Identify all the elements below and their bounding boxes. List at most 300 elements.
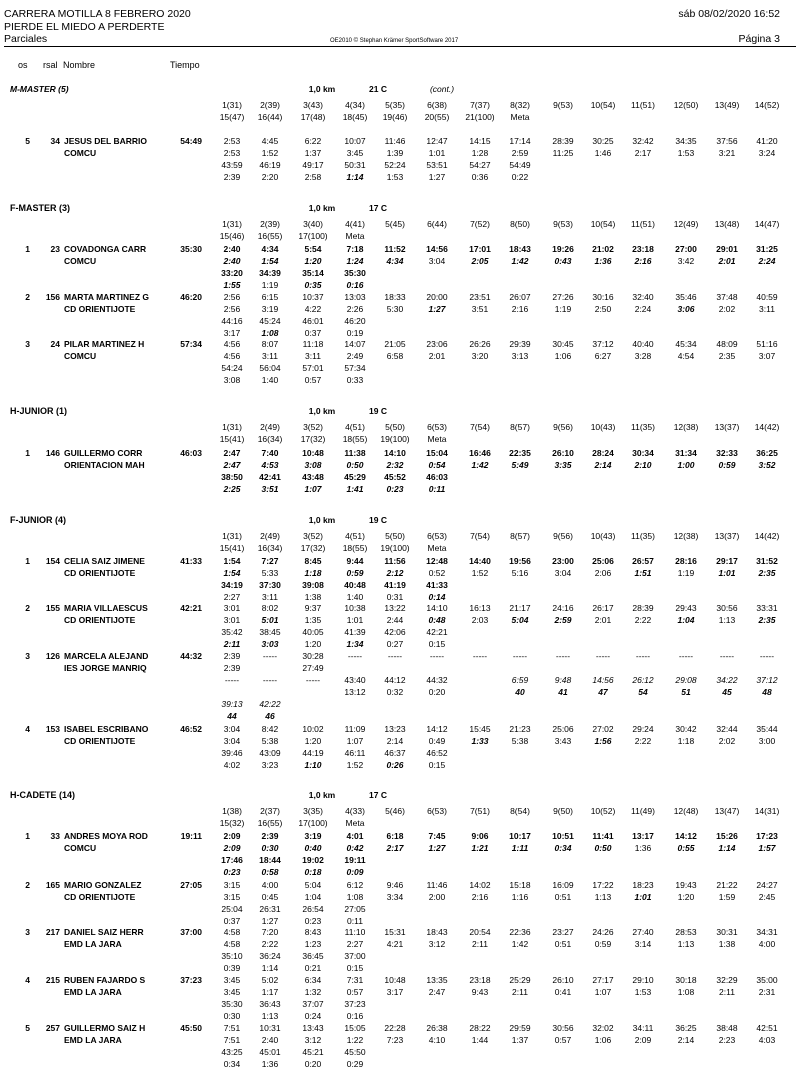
split-cell: 16:09: [552, 880, 574, 890]
split-cell: 3:19: [261, 304, 279, 314]
split-cell: 1:38: [304, 592, 322, 602]
split-cell: 45:29: [344, 472, 366, 482]
split-cell: 48:09: [716, 339, 738, 349]
split-cell: 15(41): [219, 434, 245, 444]
split-cell: 21:05: [384, 339, 406, 349]
runner-club: CD ORIENTIJOTE: [64, 892, 136, 902]
split-cell: 2:53: [223, 136, 241, 146]
split-cell: 29:08: [675, 675, 697, 685]
split-cell: 0:59: [718, 460, 736, 470]
split-cell: 2:01: [718, 256, 736, 266]
split-cell: 7(37): [470, 100, 490, 110]
split-cell: 12:48: [426, 556, 448, 566]
split-cell: 2:14: [594, 460, 612, 470]
split-cell: -----: [347, 651, 363, 661]
runner-club: CD ORIENTIJOTE: [64, 568, 136, 578]
split-cell: 1:27: [428, 172, 446, 182]
split-cell: 3:11: [305, 351, 321, 361]
runner-name: DANIEL SAIZ HERR: [64, 927, 144, 937]
split-cell: 4:58: [223, 927, 241, 937]
split-cell: 28:39: [632, 603, 654, 613]
split-cell: 16:13: [469, 603, 491, 613]
split-cell: 1:37: [511, 1035, 529, 1045]
split-cell: 27:40: [632, 927, 654, 937]
runner-position: 2: [25, 880, 30, 890]
split-cell: 42:22: [259, 699, 281, 709]
report-subtitle: PIERDE EL MIEDO A PERDERTE: [4, 21, 165, 33]
split-cell: 3:08: [304, 460, 322, 470]
split-cell: 0:52: [428, 568, 446, 578]
split-cell: 5(50): [385, 422, 405, 432]
split-cell: 9:48: [554, 675, 572, 685]
split-cell: 45:34: [675, 339, 697, 349]
category-title: H-JUNIOR (1): [10, 406, 68, 416]
split-cell: 30:42: [675, 724, 697, 734]
split-cell: 1:08: [677, 987, 695, 997]
split-cell: 32:42: [632, 136, 654, 146]
split-cell: 1:20: [304, 736, 322, 746]
split-cell: -----: [262, 675, 278, 685]
split-cell: 44:19: [302, 748, 324, 758]
split-cell: 11:10: [344, 927, 366, 937]
split-cell: 7:45: [428, 831, 446, 841]
split-cell: 18(45): [342, 112, 368, 122]
split-cell: 10:37: [302, 292, 324, 302]
split-cell: 2:24: [758, 256, 776, 266]
split-cell: 18:23: [632, 880, 654, 890]
split-cell: 36:24: [259, 951, 281, 961]
split-cell: 26:10: [552, 448, 574, 458]
split-cell: Meta: [427, 434, 447, 444]
split-cell: 1:01: [428, 148, 446, 158]
split-cell: 13:22: [384, 603, 406, 613]
split-cell: 2:31: [758, 987, 776, 997]
split-cell: 5:49: [511, 460, 529, 470]
split-cell: 46:03: [426, 472, 448, 482]
split-cell: 1:42: [471, 460, 489, 470]
report-type: Parciales: [4, 33, 48, 45]
split-cell: 2:02: [718, 736, 736, 746]
split-cell: 0:34: [554, 843, 572, 853]
split-cell: 2:39: [223, 651, 241, 661]
split-cell: 17(100): [298, 818, 328, 828]
split-cell: 1:27: [428, 304, 446, 314]
split-cell: 36:43: [259, 999, 281, 1009]
split-cell: 16(34): [257, 434, 283, 444]
split-cell: 27:49: [302, 663, 324, 673]
split-cell: 46:37: [384, 748, 406, 758]
split-cell: 2:16: [511, 304, 529, 314]
runner-club: CD ORIENTIJOTE: [64, 304, 136, 314]
split-cell: 10:38: [344, 603, 366, 613]
category-title: F-MASTER (3): [10, 203, 70, 213]
runner-name: MARCELA ALEJAND: [64, 651, 149, 661]
split-cell: 2:06: [594, 568, 612, 578]
split-cell: 0:30: [223, 1011, 241, 1021]
split-cell: 3:04: [554, 568, 572, 578]
split-cell: 2(39): [260, 219, 280, 229]
split-cell: 0:48: [428, 615, 446, 625]
split-cell: 25:06: [552, 724, 574, 734]
split-cell: 1:22: [346, 1035, 364, 1045]
split-cell: 32:29: [716, 975, 738, 985]
split-cell: 31:34: [675, 448, 697, 458]
split-cell: 1:54: [223, 556, 241, 566]
split-cell: 7(52): [470, 219, 490, 229]
split-cell: 3(40): [303, 219, 323, 229]
split-cell: 1:14: [718, 843, 736, 853]
split-cell: 14:40: [469, 556, 491, 566]
split-cell: 45:50: [344, 1047, 366, 1057]
split-cell: 0:51: [554, 939, 572, 949]
split-cell: 1:13: [594, 892, 612, 902]
split-cell: 1:13: [677, 939, 695, 949]
split-cell: 1:13: [718, 615, 736, 625]
runner-name: JESUS DEL BARRIO: [64, 136, 147, 146]
split-cell: 8:42: [261, 724, 279, 734]
split-cell: 7(54): [470, 422, 490, 432]
split-cell: 21(100): [465, 112, 495, 122]
split-cell: 34:35: [675, 136, 697, 146]
split-cell: 43:40: [344, 675, 366, 685]
runner-position: 3: [25, 651, 30, 661]
split-cell: 30:34: [632, 448, 654, 458]
split-cell: 23:18: [469, 975, 491, 985]
split-cell: 10(43): [590, 422, 616, 432]
split-cell: 1:14: [261, 963, 279, 973]
split-cell: 2:59: [554, 615, 572, 625]
split-cell: 2:40: [261, 1035, 279, 1045]
runner-name: RUBEN FAJARDO S: [64, 975, 146, 985]
split-cell: 14:10: [384, 448, 406, 458]
split-cell: 35:10: [221, 951, 243, 961]
split-cell: 0:33: [346, 375, 364, 385]
split-cell: 11:38: [344, 448, 366, 458]
split-cell: 9:44: [346, 556, 364, 566]
runner-name: CELIA SAIZ JIMENE: [64, 556, 145, 566]
split-cell: 1:54: [223, 568, 241, 578]
report-datetime: sáb 08/02/2020 16:52: [678, 8, 780, 20]
runner-time: 46:20: [180, 292, 202, 302]
split-cell: 12(48): [673, 806, 699, 816]
runner-time: 46:03: [180, 448, 202, 458]
runner-name: GUILLERMO SAIZ H: [64, 1023, 146, 1033]
split-cell: 1:17: [261, 987, 279, 997]
runner-position: 1: [25, 831, 30, 841]
split-cell: 18:44: [259, 855, 281, 865]
split-cell: 2:02: [718, 304, 736, 314]
split-cell: 4(34): [345, 100, 365, 110]
split-cell: 2:45: [758, 892, 776, 902]
split-cell: 3:01: [223, 615, 241, 625]
course-length: 1,0 km: [308, 515, 336, 525]
split-cell: 17:46: [221, 855, 243, 865]
split-cell: 11:46: [384, 136, 406, 146]
split-cell: 36:45: [302, 951, 324, 961]
split-cell: 41:19: [384, 580, 406, 590]
split-cell: 28:22: [469, 1023, 491, 1033]
split-cell: 57:01: [302, 363, 324, 373]
runner-club: COMCU: [64, 843, 97, 853]
runner-time: 27:05: [180, 880, 202, 890]
split-cell: 29:10: [632, 975, 654, 985]
split-cell: 23:51: [469, 292, 491, 302]
split-cell: 0:15: [428, 639, 446, 649]
split-cell: 3:21: [718, 148, 736, 158]
split-cell: 0:36: [471, 172, 489, 182]
split-cell: 3:14: [634, 939, 652, 949]
split-cell: 0:30: [261, 843, 279, 853]
split-cell: 13:23: [384, 724, 406, 734]
split-cell: 13(49): [714, 100, 740, 110]
split-cell: 30:28: [302, 651, 324, 661]
split-cell: 29:24: [632, 724, 654, 734]
split-cell: -----: [429, 651, 445, 661]
split-cell: 32:33: [716, 448, 738, 458]
split-cell: 6(44): [427, 219, 447, 229]
split-cell: 4:58: [223, 939, 241, 949]
split-cell: 1:32: [304, 987, 322, 997]
split-cell: 30:45: [552, 339, 574, 349]
split-cell: 3:12: [428, 939, 446, 949]
split-cell: 0:11: [347, 916, 363, 926]
split-cell: 15(47): [219, 112, 245, 122]
split-cell: 3:19: [304, 831, 322, 841]
split-cell: 14:02: [469, 880, 491, 890]
split-cell: 6:22: [304, 136, 322, 146]
split-cell: -----: [635, 651, 651, 661]
course-length: 1,0 km: [308, 406, 336, 416]
split-cell: 29:59: [509, 1023, 531, 1033]
split-cell: 0:35: [304, 280, 322, 290]
split-cell: 44:12: [384, 675, 406, 685]
control-count: 19 C: [369, 515, 387, 525]
split-cell: 17:23: [756, 831, 778, 841]
runner-position: 4: [25, 724, 30, 734]
split-cell: 0:32: [386, 687, 404, 697]
split-cell: 8:07: [261, 339, 279, 349]
split-cell: 0:59: [594, 939, 612, 949]
split-cell: 2:35: [718, 351, 736, 361]
split-cell: 8:45: [304, 556, 322, 566]
split-cell: 18:43: [509, 244, 531, 254]
split-cell: 1:01: [718, 568, 736, 578]
split-cell: 23:18: [632, 244, 654, 254]
split-cell: 1:52: [471, 568, 489, 578]
split-cell: 40:05: [302, 627, 324, 637]
split-cell: 3(35): [303, 806, 323, 816]
split-cell: 3:15: [223, 892, 241, 902]
split-cell: 15:45: [469, 724, 491, 734]
split-cell: 6:12: [346, 880, 364, 890]
split-cell: 15:31: [384, 927, 406, 937]
split-cell: 9(56): [553, 422, 573, 432]
continued-label: (cont.): [429, 84, 455, 94]
split-cell: 42:06: [384, 627, 406, 637]
split-cell: 0:40: [304, 843, 322, 853]
split-cell: 1:01: [634, 892, 652, 902]
split-cell: 2:05: [471, 256, 489, 266]
split-cell: 11(51): [631, 219, 655, 229]
split-cell: -----: [305, 675, 321, 685]
split-cell: 0:15: [346, 963, 364, 973]
split-cell: 45:24: [259, 316, 281, 326]
split-cell: 8:02: [261, 603, 279, 613]
split-cell: 3:23: [261, 760, 279, 770]
split-cell: 2:40: [223, 256, 241, 266]
split-cell: 44:16: [221, 316, 243, 326]
split-cell: 1:23: [304, 939, 322, 949]
split-cell: 13:12: [344, 687, 366, 697]
split-cell: 3:07: [758, 351, 776, 361]
split-cell: 5:16: [511, 568, 529, 578]
split-cell: 22:35: [509, 448, 531, 458]
split-cell: 4(33): [345, 806, 365, 816]
split-cell: 7:18: [346, 244, 364, 254]
split-cell: 0:27: [386, 639, 404, 649]
runner-bib: 156: [45, 292, 60, 302]
split-cell: 47: [598, 687, 608, 697]
split-cell: 3:42: [677, 256, 695, 266]
split-cell: 2:47: [223, 448, 241, 458]
split-cell: 1:35: [304, 615, 322, 625]
split-cell: 1:19: [554, 304, 572, 314]
split-cell: 4(51): [345, 531, 365, 541]
split-cell: 46:52: [426, 748, 448, 758]
runner-time: 44:32: [180, 651, 202, 661]
split-cell: 9(56): [553, 531, 573, 541]
col-time: Tiempo: [170, 60, 200, 70]
split-cell: 1:52: [346, 760, 364, 770]
split-cell: 25:04: [221, 904, 243, 914]
split-cell: 46:20: [344, 316, 366, 326]
split-cell: 3:04: [428, 256, 446, 266]
split-cell: 3:04: [223, 724, 241, 734]
runner-position: 5: [25, 136, 30, 146]
split-cell: 3:51: [261, 484, 279, 494]
split-cell: 37:48: [716, 292, 738, 302]
split-cell: 2:50: [594, 304, 612, 314]
split-cell: 16(55): [257, 231, 283, 241]
split-cell: 37:07: [302, 999, 324, 1009]
split-cell: 14:12: [675, 831, 697, 841]
split-cell: 30:56: [716, 603, 738, 613]
split-cell: Meta: [427, 543, 447, 553]
split-cell: 1:52: [261, 148, 279, 158]
split-cell: 0:14: [428, 592, 446, 602]
split-cell: 16(44): [257, 112, 283, 122]
split-cell: 12(50): [673, 100, 699, 110]
split-cell: 5(45): [385, 219, 405, 229]
split-cell: 1:04: [304, 892, 322, 902]
split-cell: 31:52: [756, 556, 778, 566]
split-cell: 46:19: [259, 160, 281, 170]
split-cell: 0:23: [223, 867, 241, 877]
split-cell: 14:56: [592, 675, 614, 685]
split-cell: 0:23: [386, 484, 404, 494]
split-cell: 3:08: [223, 375, 241, 385]
split-cell: 0:50: [594, 843, 612, 853]
split-cell: 15:04: [426, 448, 448, 458]
split-cell: 51:16: [756, 339, 778, 349]
split-cell: 56:04: [259, 363, 281, 373]
split-cell: 23:27: [552, 927, 574, 937]
split-cell: 1:36: [634, 843, 652, 853]
split-cell: 14:15: [469, 136, 491, 146]
split-cell: 1:27: [261, 916, 279, 926]
split-cell: 0:58: [261, 867, 279, 877]
split-cell: 19:43: [675, 880, 697, 890]
split-cell: 38:48: [716, 1023, 738, 1033]
split-cell: 7:20: [261, 927, 279, 937]
split-cell: 13:35: [426, 975, 448, 985]
split-cell: 1:57: [758, 843, 776, 853]
runner-name: MARIA VILLAESCUS: [64, 603, 148, 613]
split-cell: 33:31: [756, 603, 778, 613]
split-cell: 3:13: [511, 351, 529, 361]
split-cell: 14:56: [426, 244, 448, 254]
runner-club: CD ORIENTIJOTE: [64, 615, 136, 625]
header-rule: [4, 46, 796, 47]
split-cell: 5:04: [511, 615, 529, 625]
split-cell: 4:03: [758, 1035, 776, 1045]
split-cell: 7:27: [261, 556, 279, 566]
split-cell: 5:54: [304, 244, 322, 254]
split-cell: 10:48: [302, 448, 324, 458]
runner-time: 35:30: [180, 244, 202, 254]
split-cell: 26:12: [632, 675, 654, 685]
runner-bib: 33: [50, 831, 60, 841]
split-cell: 5:38: [511, 736, 529, 746]
runner-time: 41:33: [180, 556, 202, 566]
split-cell: 1(31): [222, 422, 242, 432]
split-cell: 6(53): [427, 806, 447, 816]
split-cell: 15:05: [344, 1023, 366, 1033]
split-cell: 11:25: [552, 148, 574, 158]
control-count: 17 C: [369, 790, 387, 800]
split-cell: 37:00: [344, 951, 366, 961]
split-cell: 2:27: [223, 592, 241, 602]
split-cell: 28:16: [675, 556, 697, 566]
split-cell: 8(50): [510, 219, 530, 229]
runner-bib: 23: [50, 244, 60, 254]
split-cell: 6(38): [427, 100, 447, 110]
runner-time: 19:11: [180, 831, 202, 841]
split-cell: 2:56: [223, 292, 241, 302]
split-cell: 3:45: [346, 148, 364, 158]
split-cell: 3:11: [262, 351, 278, 361]
split-cell: 28:24: [592, 448, 614, 458]
runner-time: 37:23: [180, 975, 202, 985]
runner-position: 3: [25, 339, 30, 349]
split-cell: 8(54): [510, 806, 530, 816]
split-cell: 3:12: [304, 1035, 322, 1045]
split-cell: 2:03: [471, 615, 489, 625]
split-cell: 0:20: [428, 687, 446, 697]
split-cell: -----: [555, 651, 571, 661]
split-cell: 0:11: [428, 484, 446, 494]
split-cell: 0:45: [261, 892, 279, 902]
runner-position: 5: [25, 1023, 30, 1033]
control-count: 21 C: [369, 84, 387, 94]
split-cell: 6:59: [511, 675, 529, 685]
split-cell: 4:54: [677, 351, 695, 361]
split-cell: 42:51: [756, 1023, 778, 1033]
split-cell: 38:45: [259, 627, 281, 637]
col-name: Nombre: [63, 60, 96, 70]
split-cell: 57:34: [344, 363, 366, 373]
runner-name: COVADONGA CARR: [64, 244, 147, 254]
